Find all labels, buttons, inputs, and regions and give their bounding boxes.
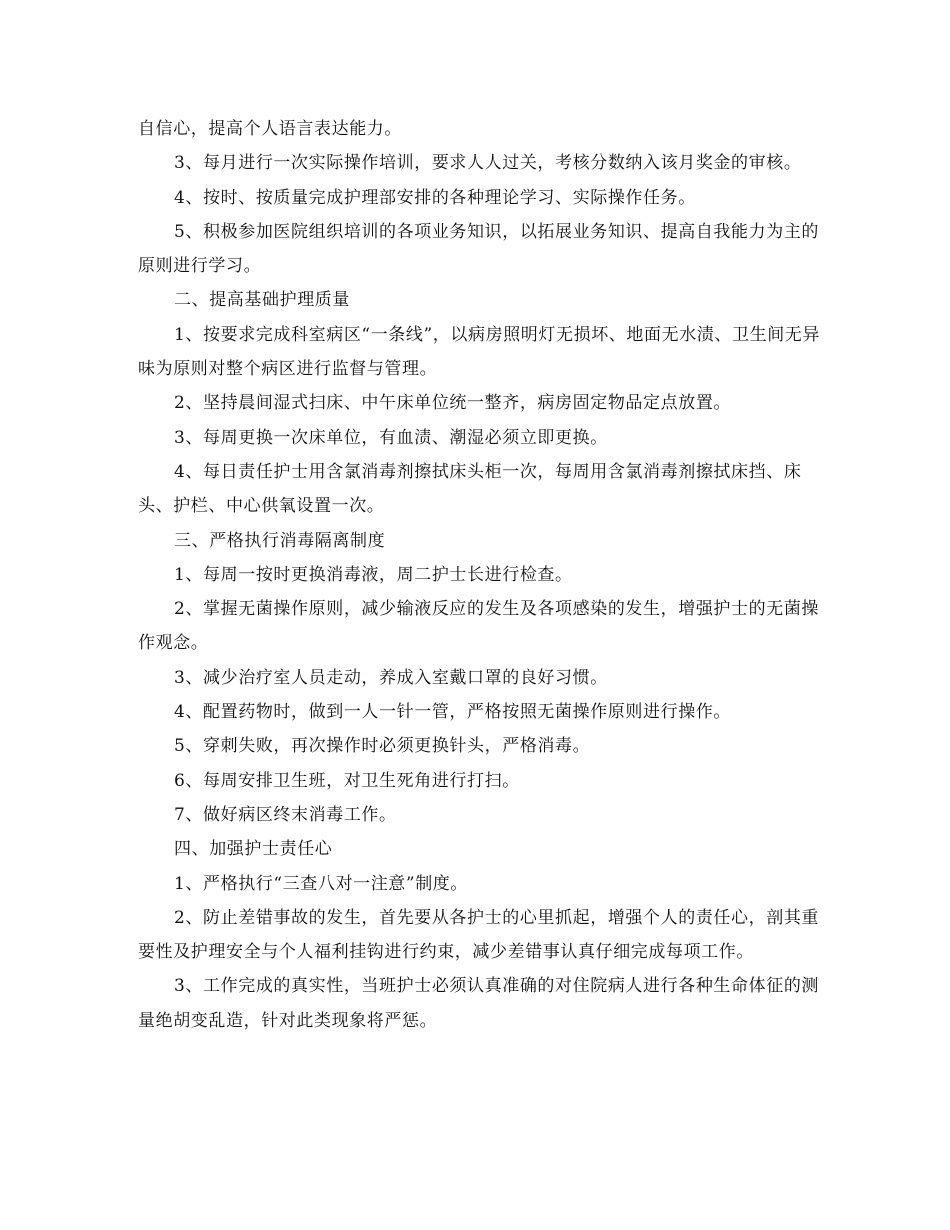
paragraph-prevent-errors: 2、防止差错事故的发生，首先要从各护士的心里抓起，增强个人的责任心，剖其重要性及护理安全与个人福利挂钩进行约束，减少差错事认真仔细完成每项工作。 bbox=[138, 907, 820, 963]
paragraph-three-checks: 1、严格执行“三查八对一注意”制度。 bbox=[174, 873, 468, 894]
paragraph-item-4-study: 4、按时、按质量完成护理部安排的各种理论学习、实际操作任务。 bbox=[174, 187, 696, 208]
paragraph-intro-continuation: 自信心，提高个人语言表达能力。 bbox=[138, 119, 402, 139]
section-heading-3: 三、严格执行消毒隔离制度 bbox=[174, 530, 386, 551]
paragraph-item-5-hospital-training: 5、积极参加医院组织培训的各项业务知识，以拓展业务知识、提高自我能力为主的原则进行学习。 bbox=[138, 221, 820, 277]
paragraph-work-authenticity: 3、工作完成的真实性，当班护士必须认真准确的对住院病人进行各种生命体征的测量绝胡变乱造，针对此类现象将严惩。 bbox=[138, 976, 820, 1031]
paragraph-bed-sweeping: 2、坚持晨间湿式扫床、中午床单位统一整齐，病房固定物品定点放置。 bbox=[174, 393, 732, 414]
paragraph-puncture-failure: 5、穿刺失败，再次操作时必须更换针头，严格消毒。 bbox=[174, 736, 591, 757]
paragraph-disinfectant-change: 1、每周一按时更换消毒液，周二护士长进行检查。 bbox=[174, 564, 573, 585]
paragraph-aseptic-principle: 2、掌握无菌操作原则，减少输液反应的发生及各项感染的发生，增强护士的无菌操作观念。 bbox=[138, 599, 820, 654]
paragraph-drug-preparation: 4、配置药物时，做到一人一针一管，严格按照无菌操作原则进行操作。 bbox=[174, 702, 732, 723]
paragraph-item-3-training: 3、每月进行一次实际操作培训，要求人人过关，考核分数纳入该月奖金的审核。 bbox=[174, 153, 802, 174]
paragraph-terminal-disinfection: 7、做好病区终末消毒工作。 bbox=[174, 804, 397, 825]
paragraph-hygiene-shift: 6、每周安排卫生班，对卫生死角进行打扫。 bbox=[174, 770, 520, 791]
paragraph-ward-line: 1、按要求完成科室病区“一条线”，以病房照明灯无损坏、地面无水渍、卫生间无异味为原则对整个病区进行监督与管理。 bbox=[138, 324, 820, 380]
paragraph-bed-change: 3、每周更换一次床单位，有血渍、潮湿必须立即更换。 bbox=[174, 427, 608, 448]
paragraph-disinfection-wipe: 4、每日责任护士用含氯消毒剂擦拭床头柜一次，每周用含氯消毒剂擦拭床挡、床头、护栏、中心供氧设置一次。 bbox=[138, 461, 802, 517]
section-heading-2: 二、提高基础护理质量 bbox=[174, 290, 350, 311]
paragraph-treatment-room: 3、减少治疗室人员走动，养成入室戴口罩的良好习惯。 bbox=[174, 667, 608, 688]
document-body bbox=[138, 112, 828, 1038]
section-heading-4: 四、加强护士责任心 bbox=[174, 839, 333, 860]
